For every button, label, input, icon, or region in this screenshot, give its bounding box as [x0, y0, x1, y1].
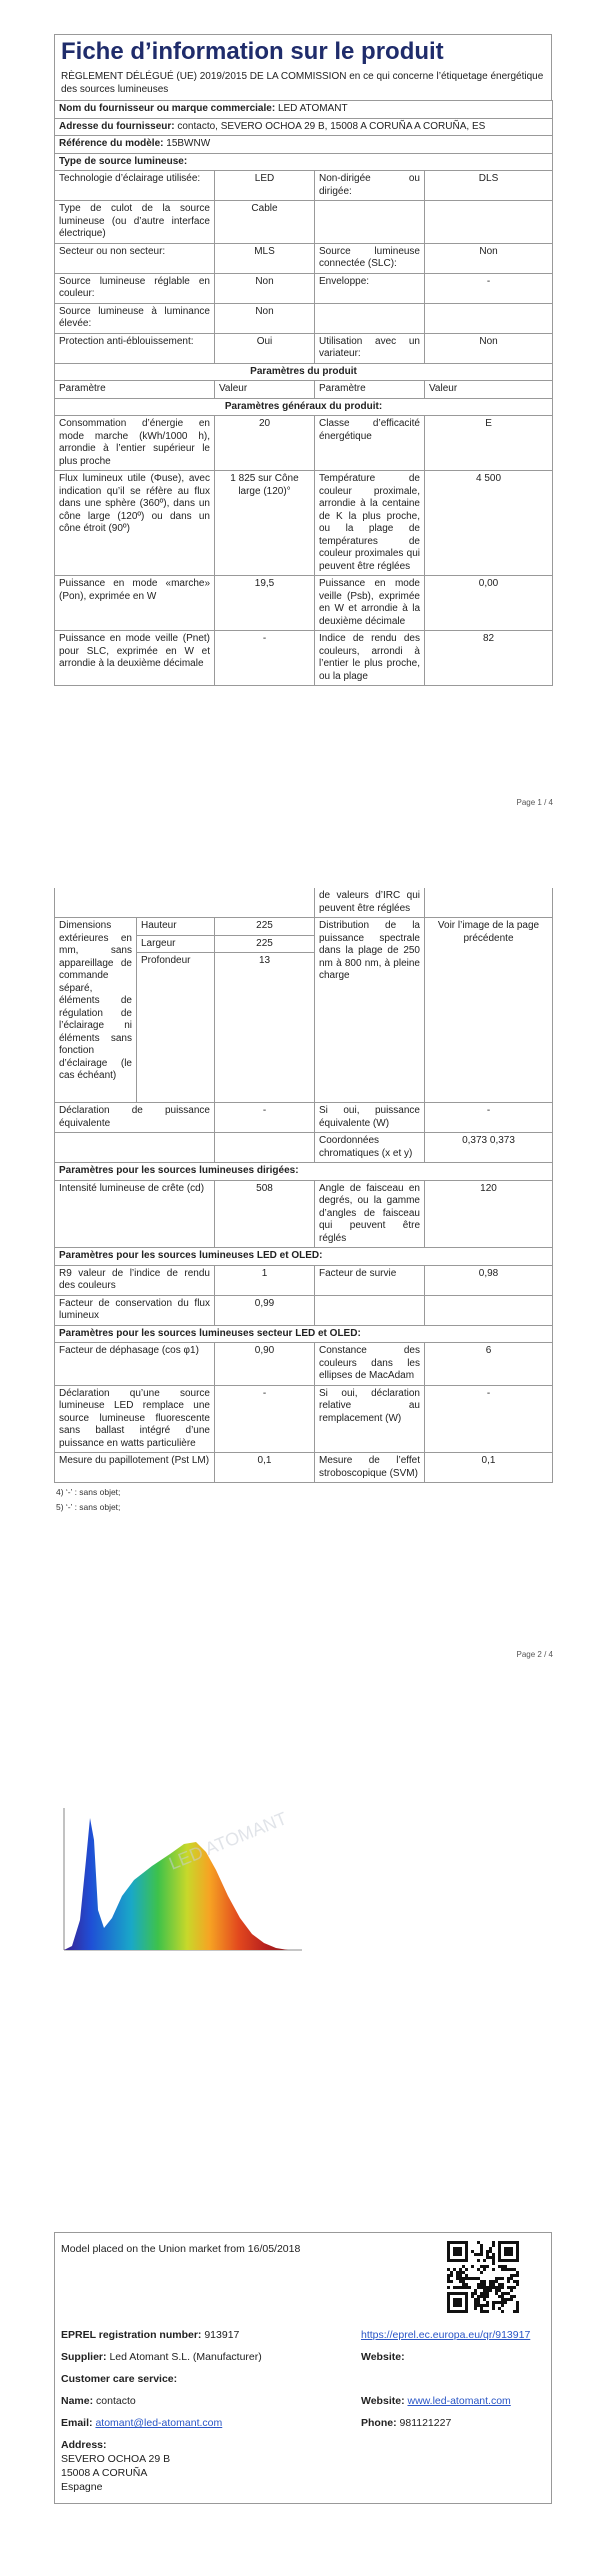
param-value: 1 825 sur Cône large (120)°	[215, 471, 315, 576]
param-label	[315, 303, 425, 333]
table-row	[55, 471, 553, 576]
param-value: -	[215, 1385, 315, 1453]
spectrum-image	[52, 1800, 304, 1960]
param-label	[315, 1295, 425, 1325]
param-label	[55, 1133, 215, 1163]
product-info-table	[54, 100, 553, 686]
col-param-1: Paramètre	[55, 381, 215, 399]
regulation-text: RÈGLEMENT DÉLÉGUÉ (UE) 2019/2015 DE LA COMMISSION en ce qui concerne l’étiquetage énergétique des sources lumineuses	[61, 71, 544, 95]
param-label: Température de couleur proximale, arrondie à la centaine de K la plus proche, ou la plage de températures de couleur proximales qui peuvent être réglées	[315, 471, 425, 576]
email-link[interactable]: atomant@led-atomant.com	[95, 2417, 223, 2429]
title-box	[54, 34, 552, 100]
spectral-distribution-graph	[52, 1800, 304, 1960]
table-row	[55, 631, 553, 686]
address-label: Address:	[61, 2439, 107, 2451]
table-row	[55, 1453, 553, 1483]
param-value: 508	[215, 1180, 315, 1248]
footnote: 4) ‘-’ : sans objet;	[56, 1487, 121, 1497]
website-label: Website:	[361, 2351, 405, 2363]
cri-continued: de valeurs d’IRC qui peuvent être réglées	[315, 888, 425, 918]
supplier-name-label: Nom du fournisseur ou marque commerciale:	[59, 103, 276, 115]
website2-label: Website:	[361, 2395, 405, 2407]
param-label: Coordonnées chromatiques (x et y)	[315, 1133, 425, 1163]
type-rows	[55, 171, 553, 364]
table-row	[55, 416, 553, 471]
param-value: -	[425, 273, 553, 303]
param-label: Non-dirigée ou dirigée:	[315, 171, 425, 201]
name-label: Name:	[61, 2395, 94, 2407]
dimensions-label: Dimensions extérieures en mm, sans appareillage de commande séparé, éléments de régulation de l’éclairage ni éléments sans fonction d’éclairage (le cas échéant)	[55, 918, 137, 1103]
led-rows	[55, 1265, 553, 1325]
param-label: Source lumineuse connectée (SLC):	[315, 243, 425, 273]
website2-row	[361, 2395, 511, 2408]
table-row	[55, 576, 553, 631]
param-value: 0,98	[425, 1265, 553, 1295]
col-value-1: Valeur	[215, 381, 315, 399]
eprel-value: 913917	[204, 2329, 240, 2341]
supplier-name-value: LED ATOMANT	[277, 103, 348, 115]
param-label: Flux lumineux utile (Φuse), avec indication qu’il se réfère au flux dans une sphère (360º), dans un cône large (120º) ou dans un cône étroit (90º)	[55, 471, 215, 576]
param-label: Enveloppe:	[315, 273, 425, 303]
page-number-2: Page 2 / 4	[516, 1650, 553, 1659]
param-value	[215, 1133, 315, 1163]
table-row	[55, 1133, 553, 1163]
supplier-address-value: contacto, SEVERO OCHOA 29 B, 15008 A CORUÑA A CORUÑA, ES	[177, 120, 486, 132]
param-label: R9 valeur de l’indice de rendu des couleurs	[55, 1265, 215, 1295]
general-rows	[55, 416, 553, 686]
param-label: Puissance en mode veille (Psb), exprimée en W et arrondie à la deuxième décimale	[315, 576, 425, 631]
table-row	[55, 1343, 553, 1386]
depth-value: 13	[215, 953, 315, 1103]
width-label: Largeur	[137, 935, 215, 953]
height-value: 225	[215, 918, 315, 936]
param-value: 0,99	[215, 1295, 315, 1325]
eprel-label: EPREL registration number:	[61, 2329, 202, 2341]
table-row	[55, 303, 553, 333]
eprel-link[interactable]: https://eprel.ec.europa.eu/qr/913917	[361, 2329, 531, 2341]
col-value-2: Valeur	[425, 381, 553, 399]
equiv-rows	[55, 1103, 553, 1163]
spectral-distribution-value: Voir l’image de la page précédente	[425, 918, 553, 1103]
param-label: Technologie d’éclairage utilisée:	[55, 171, 215, 201]
params-heading: Paramètres du produit	[55, 363, 553, 381]
param-label: Si oui, puissance équivalente (W)	[315, 1103, 425, 1133]
table-row	[55, 243, 553, 273]
param-value: DLS	[425, 171, 553, 201]
param-value: 0,90	[215, 1343, 315, 1386]
table-row	[55, 201, 553, 244]
param-label: Puissance en mode veille (Pnet) pour SLC, exprimée en W et arrondie à la deuxième décimale	[55, 631, 215, 686]
width-value: 225	[215, 935, 315, 953]
general-params-heading: Paramètres généraux du produit:	[55, 398, 553, 416]
param-value: 6	[425, 1343, 553, 1386]
phone-label: Phone:	[361, 2417, 397, 2429]
param-value	[425, 201, 553, 244]
customer-care-heading: Customer care service:	[61, 2373, 178, 2385]
param-label: Intensité lumineuse de crête (cd)	[55, 1180, 215, 1248]
email-label: Email:	[61, 2417, 93, 2429]
param-value: Cable	[215, 201, 315, 244]
mains-heading: Paramètres pour les sources lumineuses secteur LED et OLED:	[55, 1325, 553, 1343]
address-line: Espagne	[61, 2481, 103, 2493]
phone-row	[361, 2417, 451, 2430]
page-1	[54, 34, 552, 686]
param-label: Protection anti-éblouissement:	[55, 333, 215, 363]
model-ref-label: Référence du modèle:	[59, 138, 164, 150]
name-value: contacto	[96, 2395, 136, 2407]
param-label: Facteur de déphasage (cos φ1)	[55, 1343, 215, 1386]
supplier-label: Supplier:	[61, 2351, 107, 2363]
supplier-address-label: Adresse du fournisseur:	[59, 120, 175, 132]
model-ref-value: 15BWNW	[166, 138, 211, 150]
email-row	[61, 2417, 222, 2430]
param-value: 4 500	[425, 471, 553, 576]
param-label: Indice de rendu des couleurs, arrondi à l’entier le plus proche, ou la plage	[315, 631, 425, 686]
param-value: -	[425, 1103, 553, 1133]
table-row	[55, 1103, 553, 1133]
param-value	[425, 303, 553, 333]
qr-code-icon[interactable]	[447, 2241, 519, 2313]
param-value: 19,5	[215, 576, 315, 631]
param-value: 0,1	[425, 1453, 553, 1483]
param-label: Source lumineuse réglable en couleur:	[55, 273, 215, 303]
dir-rows	[55, 1180, 553, 1248]
param-value: Non	[425, 333, 553, 363]
param-value: 0,373 0,373	[425, 1133, 553, 1163]
param-label: Utilisation avec un variateur:	[315, 333, 425, 363]
footnote: 5) ‘-’ : sans objet;	[56, 1501, 121, 1512]
param-value	[425, 1295, 553, 1325]
eprel-row	[61, 2329, 239, 2342]
empty-cell	[425, 888, 553, 918]
depth-label: Profondeur	[137, 953, 215, 1103]
table-row	[55, 1265, 553, 1295]
empty-cell	[55, 888, 315, 918]
param-value: E	[425, 416, 553, 471]
param-value: Oui	[215, 333, 315, 363]
param-value: 1	[215, 1265, 315, 1295]
website-row	[361, 2351, 405, 2364]
param-label	[315, 201, 425, 244]
table-row	[55, 1295, 553, 1325]
mains-rows	[55, 1343, 553, 1483]
spectral-distribution-label: Distribution de la puissance spectrale dans la plage de 250 nm à 800 nm, à pleine charge	[315, 918, 425, 1103]
param-label: Angle de faisceau en degrés, ou la gamme d’angles de faisceau qui peuvent être réglés	[315, 1180, 425, 1248]
table-row	[55, 1180, 553, 1248]
table-row	[55, 273, 553, 303]
supplier-name-row	[55, 101, 553, 119]
product-info-table-continued	[54, 888, 553, 1483]
param-label: Constance des couleurs dans les ellipses de MacAdam	[315, 1343, 425, 1386]
watermark-text: LED ATOMANT	[166, 1808, 290, 1874]
placed-on-market: Model placed on the Union market from 16/05/2018	[61, 2243, 301, 2255]
height-label: Hauteur	[137, 918, 215, 936]
led-heading: Paramètres pour les sources lumineuses LED et OLED:	[55, 1248, 553, 1266]
param-value: -	[215, 1103, 315, 1133]
param-value: MLS	[215, 243, 315, 273]
supplier-value: Led Atomant S.L. (Manufacturer)	[109, 2351, 262, 2363]
table-row	[55, 333, 553, 363]
name-row	[61, 2395, 136, 2408]
param-value: Non	[425, 243, 553, 273]
param-value: Non	[215, 303, 315, 333]
param-label: Mesure de l’effet stroboscopique (SVM)	[315, 1453, 425, 1483]
model-ref-row	[55, 136, 553, 154]
param-value: Non	[215, 273, 315, 303]
supplier-row	[61, 2351, 262, 2364]
param-label: Type de culot de la source lumineuse (ou d’autre interface électrique)	[55, 201, 215, 244]
param-label: Consommation d’énergie en mode marche (kWh/1000 h), arrondie à l’entier supérieur le plus proche	[55, 416, 215, 471]
param-value: -	[215, 631, 315, 686]
type-section-heading: Type de source lumineuse:	[55, 153, 553, 171]
param-value: 120	[425, 1180, 553, 1248]
param-label: Source lumineuse à luminance élevée:	[55, 303, 215, 333]
param-value: 0,00	[425, 576, 553, 631]
param-value: 0,1	[215, 1453, 315, 1483]
param-label: Facteur de survie	[315, 1265, 425, 1295]
param-label: Si oui, déclaration relative au remplacement (W)	[315, 1385, 425, 1453]
page-number-1: Page 1 / 4	[516, 798, 553, 807]
website-link[interactable]: www.led-atomant.com	[407, 2395, 511, 2407]
page-2	[54, 888, 552, 1512]
param-value: LED	[215, 171, 315, 201]
directional-heading: Paramètres pour les sources lumineuses dirigées:	[55, 1163, 553, 1181]
supplier-address-row	[55, 118, 553, 136]
param-label: Classe d’efficacité énergétique	[315, 416, 425, 471]
param-label: Déclaration qu’une source lumineuse LED remplace une source lumineuse fluorescente sans ballast intégré d’une puissance en watts particulière	[55, 1385, 215, 1453]
param-value: -	[425, 1385, 553, 1453]
table-row	[55, 1385, 553, 1453]
param-label: Mesure du papillotement (Pst LM)	[55, 1453, 215, 1483]
param-label: Secteur ou non secteur:	[55, 243, 215, 273]
param-label: Puissance en mode «marche» (Pon), exprimée en W	[55, 576, 215, 631]
param-label: Déclaration de puissance équivalente	[55, 1103, 215, 1133]
param-label: Facteur de conservation du flux lumineux	[55, 1295, 215, 1325]
table-row	[55, 171, 553, 201]
model-info-box	[54, 2232, 552, 2504]
col-param-2: Paramètre	[315, 381, 425, 399]
address-line: SEVERO OCHOA 29 B	[61, 2453, 171, 2465]
phone-value: 981121227	[399, 2417, 452, 2429]
param-value: 82	[425, 631, 553, 686]
page-title: Fiche d’information sur le produit	[61, 38, 444, 65]
address-line: 15008 A CORUÑA	[61, 2467, 148, 2479]
param-value: 20	[215, 416, 315, 471]
